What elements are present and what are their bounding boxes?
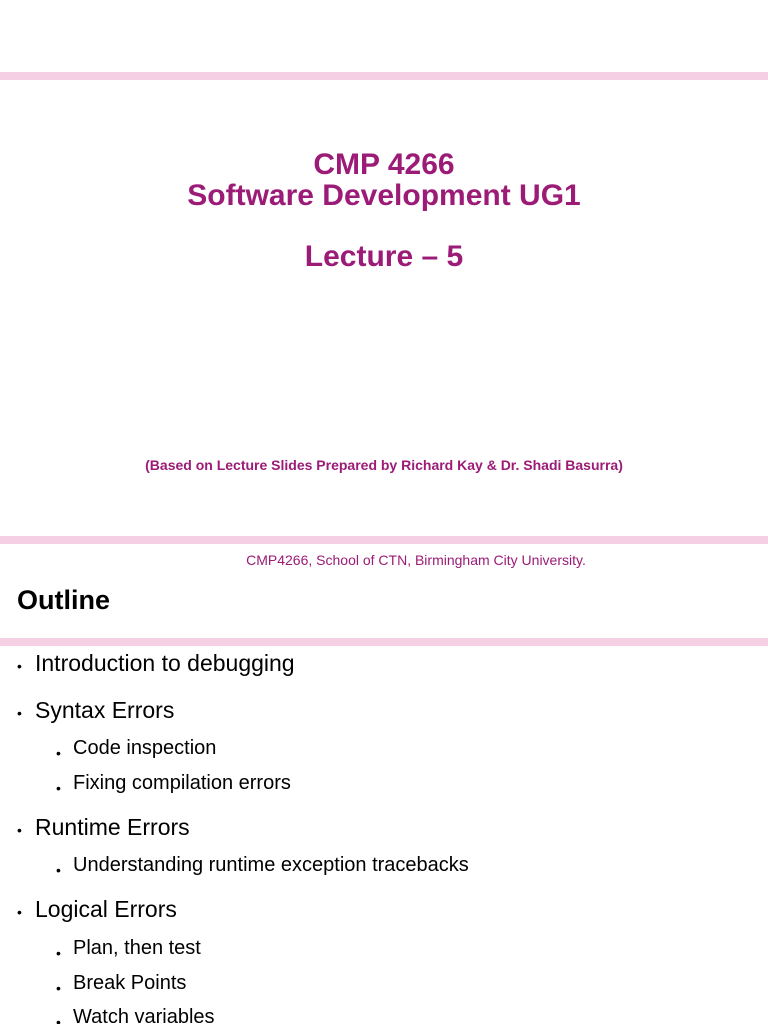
slide-footer: CMP4266, School of CTN, Birmingham City University.: [246, 552, 586, 568]
bullet-icon: •: [17, 657, 22, 674]
bullet-icon: •: [17, 903, 22, 920]
list-item: [56, 772, 291, 796]
list-item-text: Watch variables: [73, 1006, 215, 1024]
list-item-text: Break Points: [73, 972, 187, 994]
list-item-text: Logical Errors: [35, 896, 177, 922]
list-item: [17, 896, 177, 923]
list-item-text: Understanding runtime exception tracebacks: [73, 854, 469, 876]
lecture-number: Lecture – 5: [304, 240, 464, 273]
bullet-icon: •: [56, 779, 61, 796]
bullet-icon: •: [56, 1013, 61, 1024]
list-item: [56, 1006, 215, 1024]
bullet-icon: •: [56, 744, 61, 761]
bullet-icon: •: [56, 979, 61, 996]
bullet-icon: •: [17, 821, 22, 838]
bullet-icon: •: [56, 944, 61, 961]
list-item: [17, 814, 190, 841]
credit-line: (Based on Lecture Slides Prepared by Richard Kay & Dr. Shadi Basurra): [145, 457, 623, 473]
course-name: Software Development UG1: [187, 179, 581, 212]
list-item: [17, 650, 295, 677]
list-item: [17, 697, 175, 724]
list-item: [56, 854, 469, 878]
outline-title: Outline: [17, 585, 110, 615]
list-item-text: Code inspection: [73, 737, 217, 759]
list-item: [56, 972, 187, 996]
bullet-icon: •: [17, 704, 22, 721]
list-item-text: Fixing compilation errors: [73, 772, 291, 794]
list-item-text: Introduction to debugging: [35, 650, 295, 676]
course-code: CMP 4266: [313, 148, 455, 181]
list-item-text: Syntax Errors: [35, 697, 175, 723]
list-item-text: Plan, then test: [73, 937, 201, 959]
bullet-icon: •: [56, 861, 61, 878]
list-item-text: Runtime Errors: [35, 814, 190, 840]
list-item: [56, 737, 217, 761]
list-item: [56, 937, 201, 961]
